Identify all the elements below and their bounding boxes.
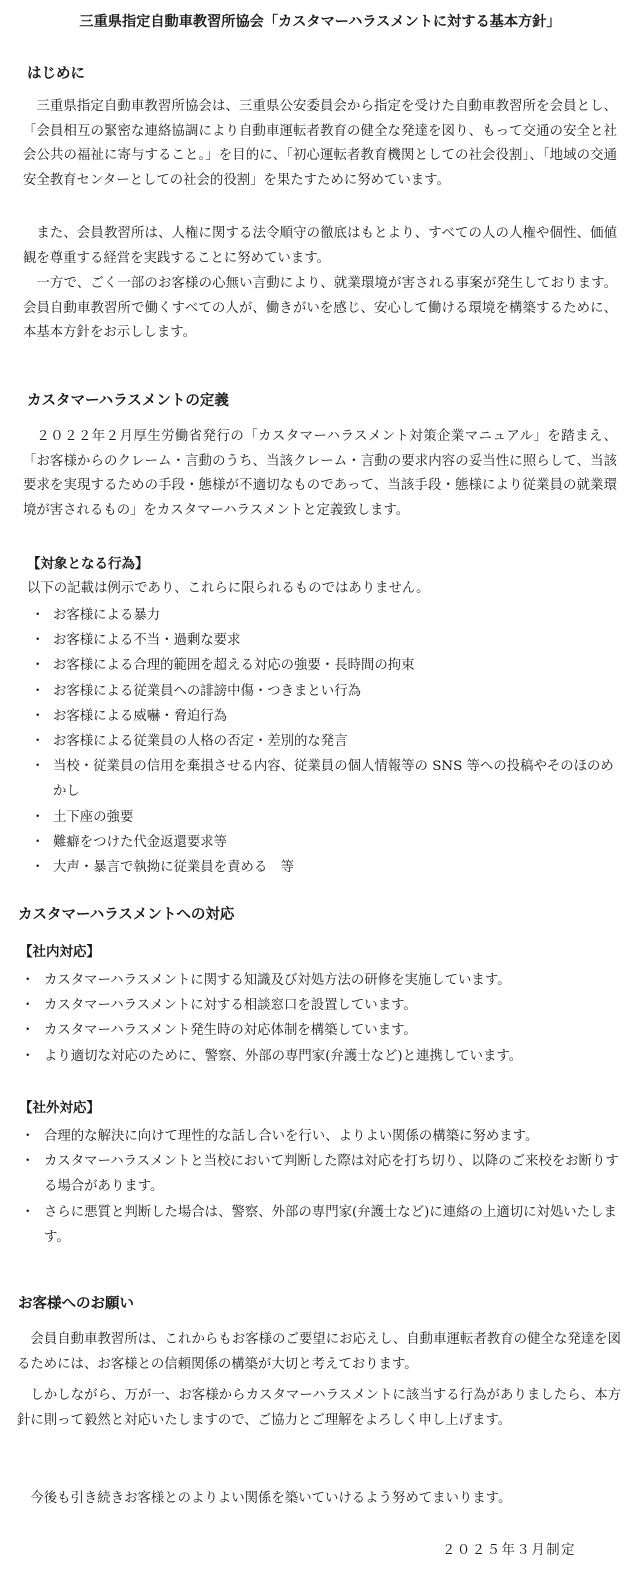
closing-statement: 今後も引き続きお客様とのよりよい関係を築いていけるよう努めてまいります。 [30, 1491, 512, 1506]
external-response-list [19, 1124, 619, 1250]
internal-response-heading: 【社内対応】 [19, 944, 100, 960]
list-item: ・ 当校・従業員の信用を棄損させる内容、従業員の個人情報等の SNS 等への投稿やそのほのめかし [28, 754, 619, 804]
response-heading: カスタマーハラスメントへの対応 [18, 907, 235, 923]
bullet: ・ [31, 708, 45, 724]
bullet: ・ [31, 834, 45, 850]
bullet: ・ [31, 809, 45, 825]
bullet: ・ [21, 1023, 35, 1039]
bullet: ・ [31, 759, 45, 775]
request-paragraph-2: しかしながら、万が一、お客様からカスタマーハラスメントに該当する行為がありましたら、本方針に則って毅然と対応いたしますので、ご協力とご理解をよろしく申し上げます。 [17, 1388, 621, 1428]
internal-response-list [19, 968, 619, 1069]
list-item: ・ 土下座の強要 [28, 805, 619, 830]
bullet: ・ [31, 633, 45, 649]
bullet: ・ [31, 683, 45, 699]
list-item: ・ お客様による従業員への誹謗中傷・つきまとい行為 [28, 679, 619, 704]
bullet: ・ [31, 658, 45, 674]
intro-paragraph-2: また、会員教習所は、人権に関する法令順守の徹底はもとより、すべての人の人権や個性、価値観を尊重する経営を実践することに努めています。 [23, 226, 617, 266]
list-item: ・ 合理的な解決に向けて理性的な話し合いを行い、よりよい関係の構築に努めます。 [19, 1124, 619, 1149]
bullet: ・ [21, 973, 35, 988]
intro-paragraph-3: 一方で、ごく一部のお客様の心無い言動により、就業環境が害される事案が発生しております。会員自動車教習所で働くすべての人が、働きがいを感じ、安心して働ける環境を構築するために、本基本方針をお示しします。 [23, 276, 617, 341]
list-item: ・ 難癖をつけた代金返還要求等 [28, 830, 619, 855]
bullet: ・ [21, 998, 35, 1014]
list-item: ・ お客様による不当・過剰な要求 [28, 628, 619, 653]
list-item: ・ カスタマーハラスメントに関する知識及び対処方法の研修を実施しています。 [19, 968, 619, 993]
bullet: ・ [31, 734, 45, 750]
list-item: ・ お客様による従業員の人格の否定・差別的な発言 [28, 729, 619, 754]
list-item: ・ カスタマーハラスメント発生時の対応体制を構築しています。 [19, 1018, 619, 1043]
list-item: ・ お客様による合理的範囲を超える対応の強要・長時間の拘束 [28, 653, 619, 678]
list-item: ・ より適切な対応のために、警察、外部の専門家(弁護士など)と連携しています。 [19, 1044, 619, 1069]
list-item: ・ 大声・暴言で執拗に従業員を責める 等 [28, 855, 619, 880]
intro-heading: はじめに [27, 66, 85, 82]
target-actions-heading: 【対象となる行為】 [27, 556, 149, 572]
bullet: ・ [21, 1129, 35, 1144]
list-item: ・ お客様による暴力 [28, 603, 619, 628]
list-item: ・ カスタマーハラスメントに対する相談窓口を設置しています。 [19, 993, 619, 1018]
bullet: ・ [21, 1154, 35, 1170]
request-heading: お客様へのお願い [18, 1296, 134, 1312]
list-item: ・ お客様による威嚇・脅迫行為 [28, 704, 619, 729]
bullet: ・ [21, 1204, 35, 1220]
enactment-date: ２０２５年３月制定 [441, 1543, 576, 1558]
external-response-heading: 【社外対応】 [19, 1100, 100, 1116]
bullet: ・ [21, 1048, 35, 1064]
bullet: ・ [31, 608, 45, 623]
intro-paragraph-1: 三重県指定自動車教習所協会は、三重県公安委員会から指定を受けた自動車教習所を会員とし、「会員相互の緊密な連絡協調により自動車運転者教育の健全な発達を図り、もって交通の安全と社会公共の福祉に寄与すること。」を目的に、「初心運転者教育機関としての社会役割」、「地域の交通安全教育センターとしての社会的役割」を果たすために努めています。 [23, 99, 617, 188]
document-title: 三重県指定自動車教習所協会「カスタマーハラスメントに対する基本方針」 [79, 14, 561, 30]
request-paragraph-1: 会員自動車教習所は、これからもお客様のご要望にお応えし、自動車運転者教育の健全な発達を図るためには、お客様との信頼関係の構築が大切と考えております。 [17, 1332, 621, 1372]
bullet: ・ [31, 860, 45, 876]
definition-heading: カスタマーハラスメントの定義 [27, 393, 229, 409]
target-actions-list [28, 603, 619, 880]
list-item: ・ カスタマーハラスメントと当校において判断した際は対応を打ち切り、以降のご来校をお断りする場合があります。 [19, 1149, 619, 1199]
list-item: ・ さらに悪質と判断した場合は、警察、外部の専門家(弁護士など)に連絡の上適切に対処いたします。 [19, 1200, 619, 1250]
definition-paragraph: ２０２２年２月厚生労働省発行の「カスタマーハラスメント対策企業マニュアル」を踏まえ、「お客様からのクレーム・言動のうち、当該クレーム・言動の要求内容の妥当性に照らして、当該要求を実現するための手段・態様が不適切なものであって、当該手段・態様により従業員の就業環境が害されるもの」をカスタマーハラスメントと定義致します。 [23, 429, 617, 518]
target-actions-note: 以下の記載は例示であり、これらに限られるものではありません。 [27, 581, 430, 596]
